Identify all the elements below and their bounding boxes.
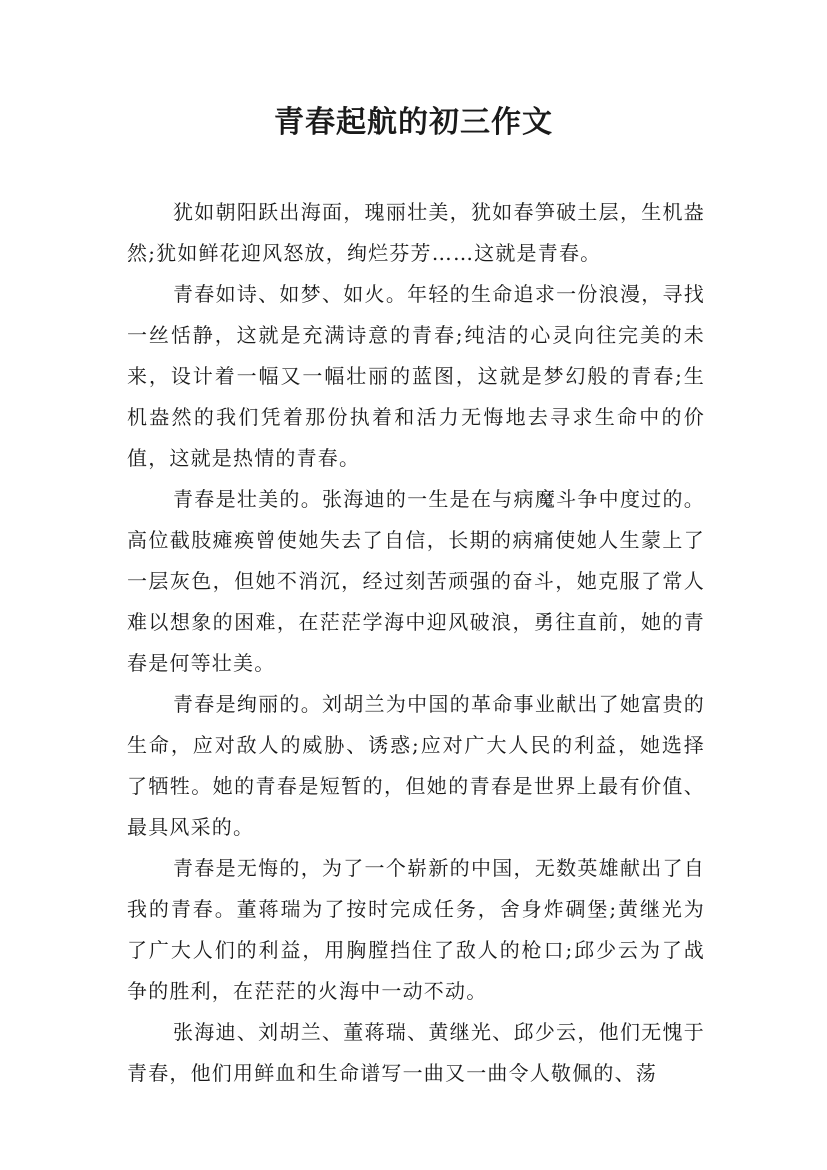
paragraph-2: 青春如诗、如梦、如火。年轻的生命追求一份浪漫，寻找一丝恬静，这就是充满诗意的青春;纯洁的心灵向往完美的未来，设计着一幅又一幅壮丽的蓝图，这就是梦幻般的青春;生机盎然的我们凭着那份执着和活力无悔地去寻求生命中的价值，这就是热情的青春。 [127, 282, 705, 470]
page-title: 青春起航的初三作文 [274, 105, 553, 140]
paragraph-4: 青春是绚丽的。刘胡兰为中国的革命事业献出了她富贵的生命，应对敌人的威胁、诱惑;应对广大人民的利益，她选择了牺牲。她的青春是短暂的，但她的青春是世界上最有价值、最具风采的。 [127, 692, 705, 839]
essay-body [127, 192, 705, 1094]
paragraph-3: 青春是壮美的。张海迪的一生是在与病魔斗争中度过的。高位截肢瘫痪曾使她失去了自信，长期的病痛使她人生蒙上了一层灰色，但她不消沉，经过刻苦顽强的奋斗，她克服了常人难以想象的困难，在茫茫学海中迎风破浪，勇往直前，她的青春是何等壮美。 [127, 487, 705, 675]
paragraph-6: 张海迪、刘胡兰、董蒋瑞、黄继光、邱少云，他们无愧于青春，他们用鲜血和生命谱写一曲又一曲令人敬佩的、荡 [127, 1020, 705, 1085]
paragraph-5: 青春是无悔的，为了一个崭新的中国，无数英雄献出了自我的青春。董蒋瑞为了按时完成任务，舍身炸碉堡;黄继光为了广大人们的利益，用胸膛挡住了敌人的枪口;邱少云为了战争的胜利，在茫茫的火海中一动不动。 [127, 856, 705, 1003]
paragraph-1: 犹如朝阳跃出海面，瑰丽壮美，犹如春笋破土层，生机盎然;犹如鲜花迎风怒放，绚烂芬芳……这就是青春。 [127, 200, 705, 265]
